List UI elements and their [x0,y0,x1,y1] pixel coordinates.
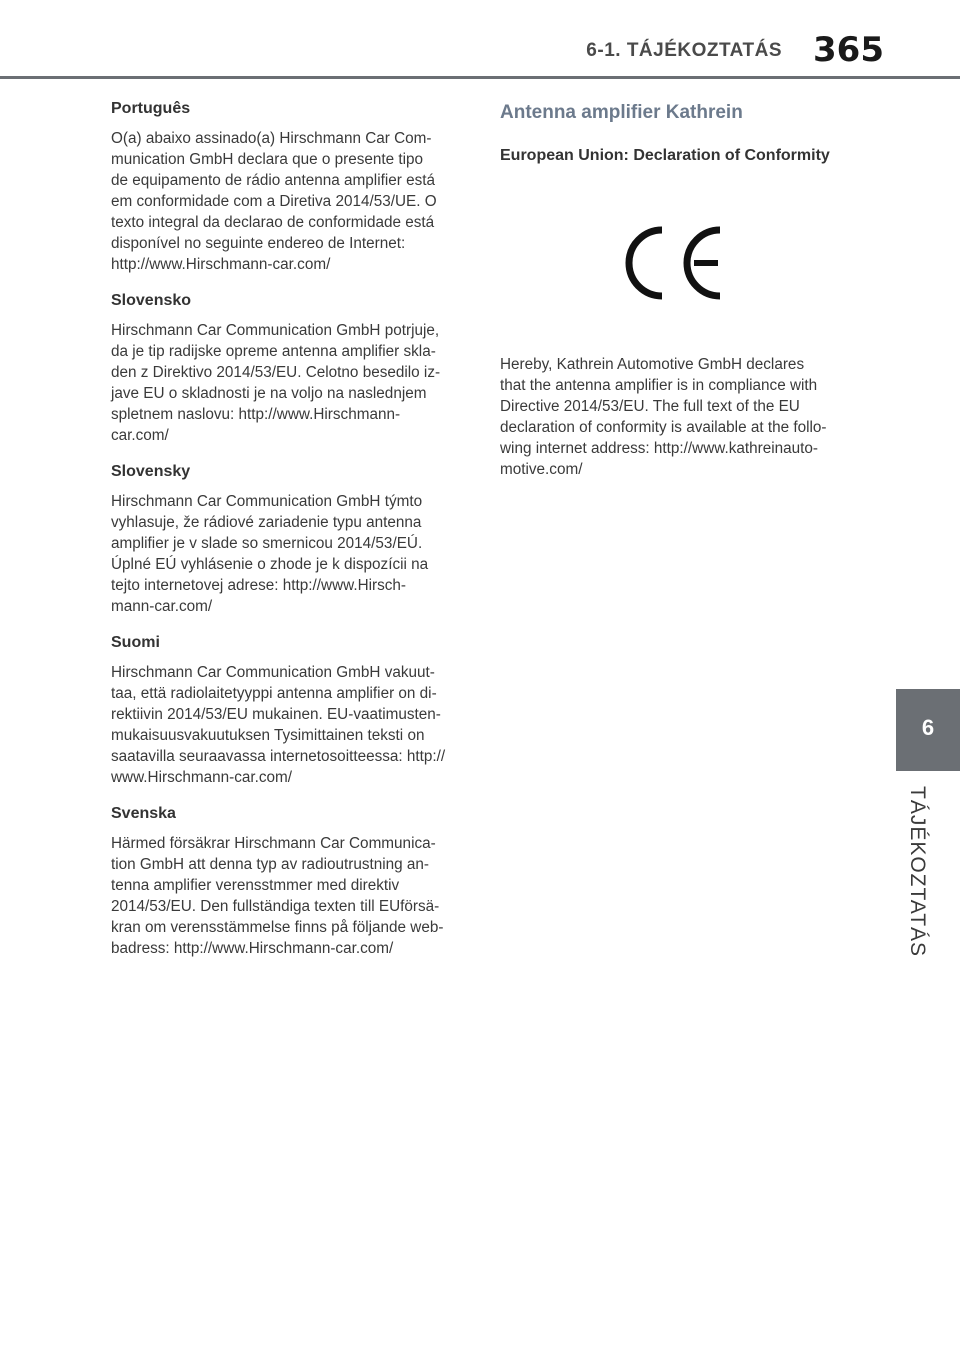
text-line: munication GmbH declara que o presente tipo [111,151,424,168]
section-text [111,128,463,275]
text-line: Hereby, Kathrein Automotive GmbH declares [500,356,805,373]
text-line: em conformidade com a Diretiva 2014/53/UE. O [111,193,437,210]
text-line: www.Hirschmann-car.com/ [111,769,293,786]
text-line: that the antenna amplifier is in compliance with [500,377,818,394]
header-divider [0,76,960,79]
text-line: kran om verensstämmelse finns på följande web- [111,919,444,936]
section-portugues [111,98,463,275]
text-line: wing internet address: http://www.kathreinauto- [500,440,819,457]
section-text [111,320,463,446]
text-line: de equipamento de rádio antenna amplifier está [111,172,436,189]
section-text [111,833,463,959]
text-line: declaration of conformity is available at the follo- [500,419,827,436]
text-line: tion GmbH att denna typ av radioutrustning an- [111,856,430,873]
text-line: da je tip radijske opreme antenna amplifier skla- [111,343,436,360]
text-line: motive.com/ [500,461,583,478]
text-line: rektiivin 2014/53/EU mukainen. EU-vaatimusten- [111,706,441,723]
section-heading: Slovensko [111,292,192,309]
page-number: 365 [813,30,884,70]
text-line: jave EU o skladnosti je na voljo na naslednjem [111,385,427,402]
section-svenska [111,803,463,959]
text-line: 2014/53/EU. Den fullständiga texten till EUförsä- [111,898,440,915]
section-title: Antenna amplifier Kathrein [500,102,743,123]
text-line: mann-car.com/ [111,598,213,615]
text-line: spletnem naslovu: http://www.Hirschmann- [111,406,401,423]
text-line: car.com/ [111,427,169,444]
text-line: Hirschmann Car Communication GmbH vakuut- [111,664,435,681]
right-column [500,98,852,480]
section-subtitle: European Union: Declaration of Conformity [500,147,830,164]
declaration-text [500,354,852,480]
section-heading: Svenska [111,805,176,822]
text-line: mukaisuusvakuutuksen Tysimittainen teksti on [111,727,425,744]
chapter-side-label-text: TÁJÉKOZTATÁS [906,786,929,958]
text-line: saatavilla seuraavassa internetosoitteessa: http:// [111,748,446,765]
text-line: O(a) abaixo assinado(a) Hirschmann Car Com- [111,130,432,147]
section-suomi [111,632,463,788]
chapter-tab [896,689,960,771]
text-line: Hirschmann Car Communication GmbH týmto [111,493,423,510]
chapter-side-label [880,786,950,986]
text-line: amplifier je v slade so smernicou 2014/53/EÚ. [111,535,423,552]
text-line: tejto internetovej adrese: http://www.Hirsch- [111,577,407,594]
text-line: disponível no seguinte endereo de Internet: [111,235,406,252]
text-line: taa, että radiolaitetyyppi antenna amplifier on di- [111,685,437,702]
text-line: badress: http://www.Hirschmann-car.com/ [111,940,394,957]
section-text [111,491,463,617]
section-slovensko [111,290,463,446]
section-slovensky [111,461,463,617]
text-line: Hirschmann Car Communication GmbH potrjuje, [111,322,440,339]
left-column [111,98,463,974]
section-text [111,662,463,788]
text-line: vyhlasuje, že rádiové zariadenie typu antenna [111,514,422,531]
text-line: http://www.Hirschmann-car.com/ [111,256,331,273]
text-line: tenna amplifier verensstmmer med direktiv [111,877,400,894]
section-heading: Suomi [111,634,160,651]
text-line: texto integral da declarao de conformidade está [111,214,435,231]
text-line: Directive 2014/53/EU. The full text of the EU [500,398,800,415]
text-line: den z Direktivo 2014/53/EU. Celotno besedilo iz- [111,364,441,381]
chapter-tab-number: 6 [921,715,935,740]
text-line: Úplné EÚ vyhlásenie o zhode je k dispozícii na [111,556,429,573]
chapter-title: 6-1. TÁJÉKOZTATÁS [586,40,782,61]
section-heading: Slovensky [111,463,191,480]
section-heading: Português [111,100,191,117]
ce-mark-icon [620,224,726,302]
text-line: Härmed försäkrar Hirschmann Car Communica- [111,835,436,852]
